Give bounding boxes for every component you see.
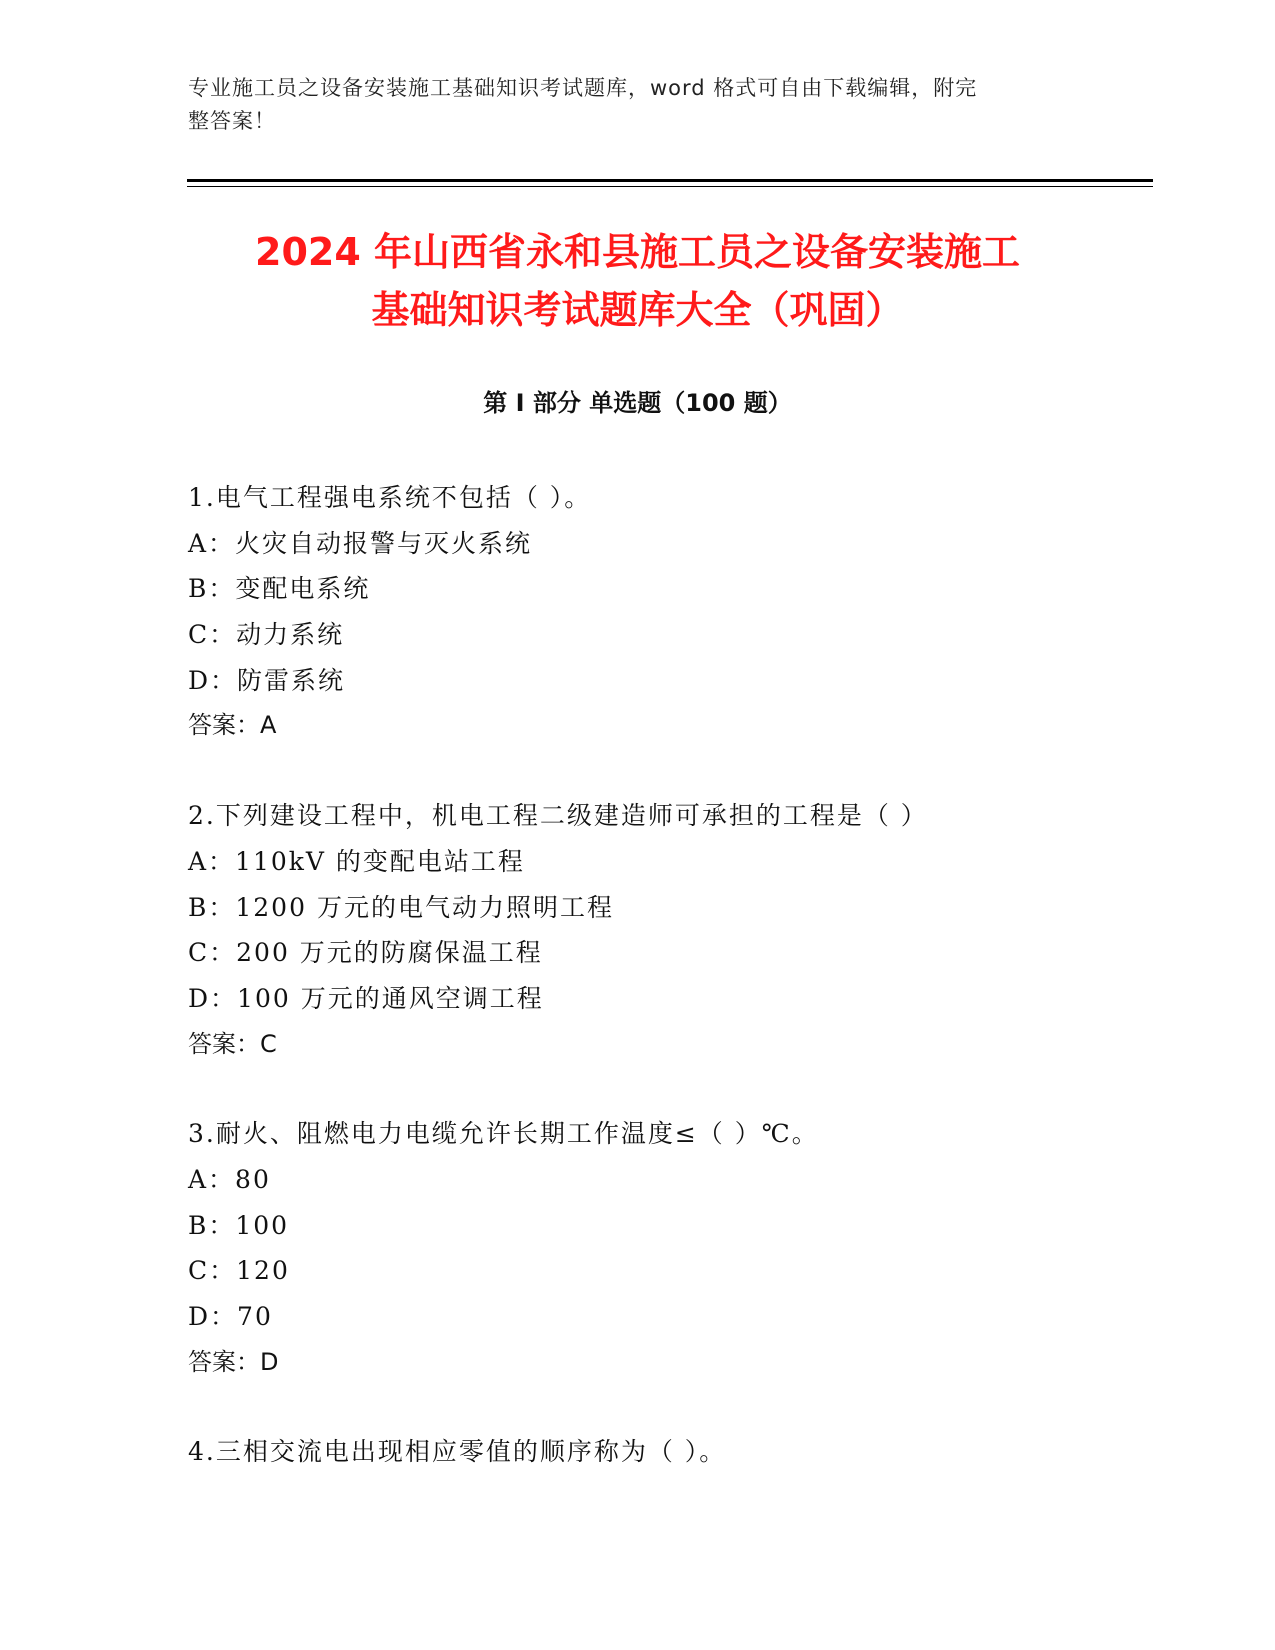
question-stem: 1.电气工程强电系统不包括（ ）。 — [188, 483, 592, 512]
question-stem: 4.三相交流电出现相应零值的顺序称为（ ）。 — [188, 1437, 727, 1467]
option-b: B：1200 万元的电气动力照明工程 — [188, 892, 614, 922]
question-4 — [188, 1429, 1148, 1475]
option-a: A：火灾自动报警与灭火系统 — [188, 528, 533, 558]
option-b: B：变配电系统 — [188, 574, 371, 604]
question-1 — [188, 475, 1148, 749]
option-d: D：70 — [188, 1302, 273, 1331]
option-c: C：动力系统 — [188, 620, 345, 650]
option-d: D：防雷系统 — [188, 665, 346, 695]
header-divider-thick — [187, 179, 1153, 182]
question-list — [188, 475, 1148, 1519]
answer: 答案：A — [188, 711, 277, 740]
question-stem: 3.耐火、阻燃电力电缆允许长期工作温度≤（ ）℃。 — [188, 1119, 819, 1149]
answer: 答案：D — [188, 1347, 279, 1376]
document-title-line-1: 2024 年山西省永和县施工员之设备安装施工 — [255, 230, 1020, 274]
option-a: A：110kV 的变配电站工程 — [188, 846, 525, 876]
option-c: C：120 — [188, 1256, 290, 1286]
option-d: D：100 万元的通风空调工程 — [188, 983, 544, 1013]
option-c: C：200 万元的防腐保温工程 — [188, 938, 543, 968]
question-2 — [188, 793, 1148, 1067]
header-note-line-1: 专业施工员之设备安装施工基础知识考试题库，word 格式可自由下载编辑，附完 — [188, 76, 978, 100]
answer: 答案：C — [188, 1029, 277, 1058]
document-title-line-2: 基础知识考试题库大全（巩固） — [371, 288, 904, 332]
header-divider-thin — [187, 186, 1153, 187]
question-stem: 2.下列建设工程中，机电工程二级建造师可承担的工程是（ ） — [188, 801, 928, 831]
header-note-line-2: 整答案！ — [188, 109, 276, 133]
document-title — [160, 223, 1115, 339]
option-a: A：80 — [188, 1164, 271, 1194]
question-3 — [188, 1111, 1148, 1385]
option-b: B：100 — [188, 1210, 290, 1240]
section-title: 第 I 部分 单选题（100 题） — [483, 389, 792, 417]
header-note — [188, 72, 1058, 138]
